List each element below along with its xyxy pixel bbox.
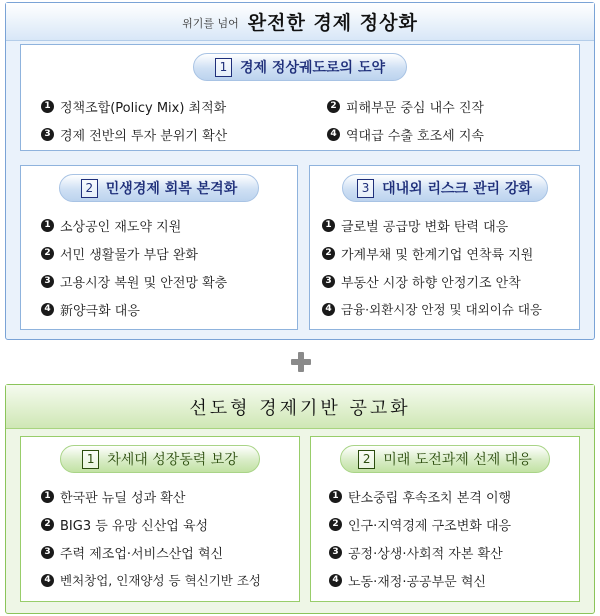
list-item [322,300,542,318]
item-text: 역대급 수출 호조세 지속 [346,129,484,144]
bullet-number: 4 [41,574,54,587]
stabilization-section [5,2,595,340]
section-title: 완전한 경제 정상화 [247,12,418,34]
panel-future-challenges [310,436,580,602]
list-item [322,272,521,291]
item-text: 금융·외환시장 안정 및 대외이슈 대응 [341,302,542,317]
list-item [41,125,227,144]
panel-title-pill [193,53,407,81]
list-item [41,515,208,534]
bullet-number: 1 [329,490,342,503]
bullet-number: 3 [41,128,54,141]
stabilization-header [6,3,594,41]
list-item [41,97,226,116]
panel-risk-management [309,165,580,330]
item-text: 소상공인 재도약 지원 [60,220,182,235]
panel-number: 2 [358,450,375,469]
panel-number: 3 [357,179,374,198]
bullet-number: 3 [41,546,54,559]
bullet-number: 2 [322,247,335,260]
bullet-number: 1 [322,219,335,232]
bullet-number: 4 [322,303,335,316]
item-text: 탄소중립 후속조치 본격 이행 [348,491,512,506]
item-text: 서민 생활물가 부담 완화 [60,248,198,263]
item-text: 정책조합(Policy Mix) 최적화 [60,101,227,116]
bullet-number: 2 [329,518,342,531]
list-item [41,300,140,319]
list-item [327,125,484,144]
item-text: 노동·재정·공공부문 혁신 [348,575,486,590]
list-item [329,515,511,534]
bullet-number: 3 [329,546,342,559]
item-text: 한국판 뉴딜 성과 확산 [60,491,186,506]
bullet-number: 3 [41,275,54,288]
item-text: 피해부문 중심 내수 진작 [346,101,484,116]
bullet-number: 1 [41,100,54,113]
panel-livelihood-recovery [20,165,298,330]
item-text: 경제 전반의 투자 분위기 확산 [60,129,228,144]
list-item [322,216,508,235]
list-item [41,272,227,291]
list-item [41,244,198,263]
foundation-section [5,384,595,614]
bullet-number: 1 [41,219,54,232]
item-text: 공정·상생·사회적 자본 확산 [348,547,503,562]
plus-icon [291,352,311,372]
item-text: 가계부채 및 한계기업 연착륙 지원 [341,248,534,263]
item-text: 벤처창업, 인재양성 등 혁신기반 조성 [60,573,261,588]
bullet-number: 4 [41,303,54,316]
panel-number: 2 [81,179,98,198]
bullet-number: 1 [41,490,54,503]
list-item [41,543,223,562]
panel-title-pill [340,445,550,473]
list-item [322,244,533,263]
bullet-number: 4 [329,574,342,587]
panel-economic-leap [20,44,580,151]
foundation-header [6,385,594,429]
list-item [329,487,511,506]
panel-title: 대내외 리스크 관리 강화 [382,181,532,197]
list-item [327,97,484,116]
bullet-number: 2 [327,100,340,113]
panel-number: 1 [215,58,232,77]
item-text: BIG3 등 유망 신산업 육성 [60,519,209,534]
panel-title: 민생경제 회복 본격화 [105,181,238,197]
item-text: 인구·지역경제 구조변화 대응 [348,519,512,534]
panel-title: 차세대 성장동력 보강 [107,452,238,468]
item-text: 부동산 시장 하향 안정기조 안착 [341,276,521,291]
item-text: 글로벌 공급망 변화 탄력 대응 [341,220,509,235]
bullet-number: 2 [41,247,54,260]
list-item [41,487,185,506]
panel-title-pill [342,174,548,202]
list-item [329,571,486,590]
list-item [41,216,181,235]
panel-title: 미래 도전과제 선제 대응 [383,452,532,468]
item-text: 新양극화 대응 [60,304,140,319]
bullet-number: 2 [41,518,54,531]
panel-number: 1 [82,450,99,469]
panel-title: 경제 정상궤도로의 도약 [240,60,385,76]
list-item [41,571,261,589]
section-title: 선도형 경제기반 공고화 [189,397,411,419]
section-subtitle: 위기를 넘어 [182,17,239,30]
panel-growth-engine [20,436,300,602]
panel-title-pill [60,445,260,473]
bullet-number: 4 [327,128,340,141]
panel-title-pill [59,174,259,202]
list-item [329,543,503,562]
bullet-number: 3 [322,275,335,288]
item-text: 고용시장 복원 및 안전망 확충 [60,276,228,291]
item-text: 주력 제조업·서비스산업 혁신 [60,547,224,562]
